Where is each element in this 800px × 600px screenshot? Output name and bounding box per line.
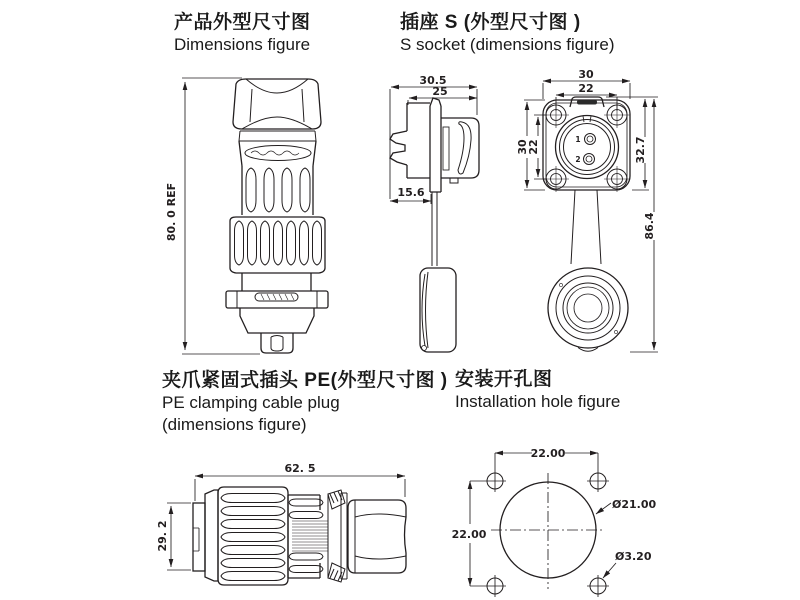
socket-pin-2	[584, 154, 595, 165]
pe-plug-title-zh: 夹爪紧固式插头 PE(外型尺寸图 )	[162, 370, 448, 391]
socket-pin1-label: 1	[575, 135, 581, 144]
install-dims	[452, 447, 657, 586]
socket-front-insert	[556, 116, 619, 179]
pe-plug-title-en2: (dimensions figure)	[162, 415, 307, 434]
socket-title-en: S socket (dimensions figure)	[400, 35, 615, 54]
brand-logo	[245, 146, 311, 161]
pe-plug-front-face	[193, 490, 218, 581]
socket-hole-pitch-h-dim-text: 22	[578, 82, 594, 95]
install-center-hole-dim-text: Ø21.00	[612, 498, 657, 511]
figure-socket-front-view	[516, 68, 658, 352]
socket-latch-lever	[458, 122, 471, 174]
socket-pin2-label: 2	[575, 155, 581, 164]
socket-front-dims-right	[606, 97, 658, 352]
figure-installation-hole	[452, 447, 657, 597]
socket-width-overall-dim-text: 30.5	[419, 74, 447, 87]
socket-pin-1	[585, 134, 596, 145]
product-title-en: Dimensions figure	[174, 35, 311, 54]
socket-front-dust-cap	[548, 190, 628, 351]
plug-upper-ribs	[242, 166, 313, 215]
pe-plug-length-dim-text: 62. 5	[284, 462, 316, 475]
installation-title-zh: 安装开孔图	[455, 369, 553, 390]
install-pitch-h-dim-text: 22.00	[530, 447, 566, 460]
socket-side-body	[390, 98, 479, 192]
plug-coupling-ring	[230, 217, 325, 273]
figure-socket-side-view	[390, 74, 479, 352]
pe-plug-diameter-dim-text: 29. 2	[156, 520, 169, 552]
socket-rear-latch	[390, 131, 407, 165]
install-pitch-v-dim-text: 22.00	[451, 528, 487, 541]
plug-dim-height	[165, 78, 260, 354]
pe-plug-hex-nut	[348, 500, 406, 573]
installation-title-en: Installation hole figure	[455, 392, 621, 411]
pe-plug-ribbed-barrel	[218, 487, 288, 585]
figure-pe-plug-view	[156, 462, 406, 585]
socket-side-brand-tab	[430, 98, 441, 106]
socket-flange-width-dim-text: 30	[578, 68, 594, 81]
socket-hole-pitch-v-dim-text: 22	[527, 139, 540, 155]
socket-overall-height-dim-text: 86.4	[643, 212, 656, 240]
pe-plug-clamp-section	[288, 490, 347, 582]
socket-flange-height-dim-text: 30	[516, 139, 529, 155]
socket-title-zh: 插座 S (外型尺寸图 )	[400, 12, 581, 33]
install-center-hole	[491, 473, 605, 589]
figure-plug-side-view	[165, 78, 328, 354]
socket-width-front-dim-text: 25	[432, 85, 448, 98]
plug-lower-body	[226, 273, 328, 353]
brand-logo-script	[251, 151, 299, 155]
socket-brand-tab-text	[577, 100, 597, 105]
socket-flange-total-dim-text: 32.7	[634, 136, 647, 164]
socket-panel-depth-dim-text: 15.6	[397, 186, 425, 199]
pe-plug-title-en1: PE clamping cable plug	[162, 393, 340, 412]
plug-hex-cap	[233, 79, 321, 129]
pe-plug-fine-ribs	[292, 521, 328, 551]
install-screw-hole-dim-text: Ø3.20	[615, 550, 652, 563]
plug-logo-band	[239, 131, 316, 166]
plug-height-dim-text: 80. 0 REF	[165, 182, 178, 242]
product-title-zh: 产品外型尺寸图	[174, 12, 311, 33]
socket-side-dust-cap	[420, 192, 456, 352]
